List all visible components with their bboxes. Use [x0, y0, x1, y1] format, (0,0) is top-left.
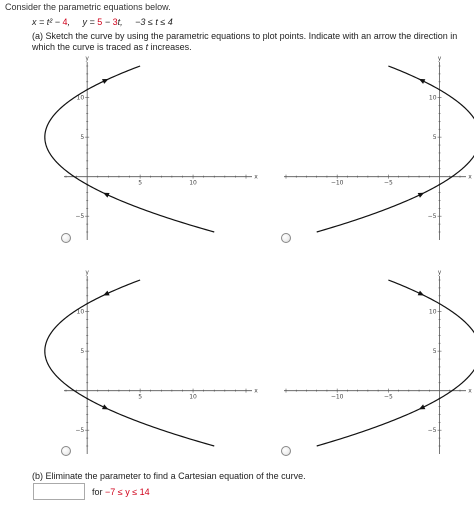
y-tick-label: 10 [428, 94, 437, 102]
x-tick-label: 10 [189, 393, 197, 401]
x-axis-label: x [468, 387, 472, 395]
y-tick-label: 10 [428, 308, 437, 316]
y-axis-label: y [437, 55, 442, 62]
graph-option-b [286, 52, 472, 240]
x-tick-label: 10 [189, 179, 197, 187]
parametric-curve [45, 280, 214, 446]
x-tick-label: 5 [138, 393, 143, 401]
part-a-instructions: (a) Sketch the curve by using the parametric equations to plot points. Indicate with an arrow the direction in which the curve is traced as t increases. [32, 31, 458, 52]
graph-option-d [286, 266, 472, 454]
x-tick-label: 5 [138, 179, 143, 187]
y-tick-label: 5 [80, 348, 85, 356]
x-constant: 4 [62, 17, 68, 27]
parametric-equations: x = t² − 4, y = 5 − 3t, −3 ≤ t ≤ 4 [32, 17, 173, 27]
y-axis-label: y [437, 269, 442, 276]
x-tick-label: −5 [383, 179, 393, 187]
y-coefficient: 3 [112, 17, 118, 27]
radio-option-d[interactable] [281, 446, 291, 456]
x-axis-label: x [468, 173, 472, 181]
graph-option-c [66, 266, 258, 454]
y-range: −7 ≤ y ≤ 14 [105, 487, 150, 497]
x-axis-label: x [254, 387, 258, 395]
parametric-curve [45, 66, 214, 232]
domain-restriction: for −7 ≤ y ≤ 14 [92, 487, 150, 497]
y-tick-label: 5 [432, 134, 437, 142]
parametric-curve [317, 280, 474, 446]
y-axis-label: y [85, 269, 89, 276]
x-tick-label: −10 [330, 179, 344, 187]
y-axis-label: y [85, 55, 89, 62]
part-b-instructions: (b) Eliminate the parameter to find a Cartesian equation of the curve. [32, 471, 306, 481]
y-tick-label: −5 [427, 427, 437, 435]
y-tick-label: 5 [432, 348, 437, 356]
y-tick-label: −5 [75, 427, 85, 435]
radio-option-a[interactable] [61, 233, 71, 243]
y-tick-label: −5 [427, 213, 437, 221]
graph-option-a [66, 52, 258, 240]
y-tick-label: 10 [76, 308, 85, 316]
x-tick-label: −10 [330, 393, 344, 401]
parametric-curve [317, 66, 474, 232]
cartesian-equation-input[interactable] [33, 483, 85, 500]
radio-option-c[interactable] [61, 446, 71, 456]
x-axis-label: x [254, 173, 258, 181]
y-tick-label: 10 [76, 94, 85, 102]
y-tick-label: −5 [75, 213, 85, 221]
y-constant: 5 [97, 17, 103, 27]
x-tick-label: −5 [383, 393, 393, 401]
question-intro: Consider the parametric equations below. [5, 2, 171, 12]
y-tick-label: 5 [80, 134, 85, 142]
radio-option-b[interactable] [281, 233, 291, 243]
